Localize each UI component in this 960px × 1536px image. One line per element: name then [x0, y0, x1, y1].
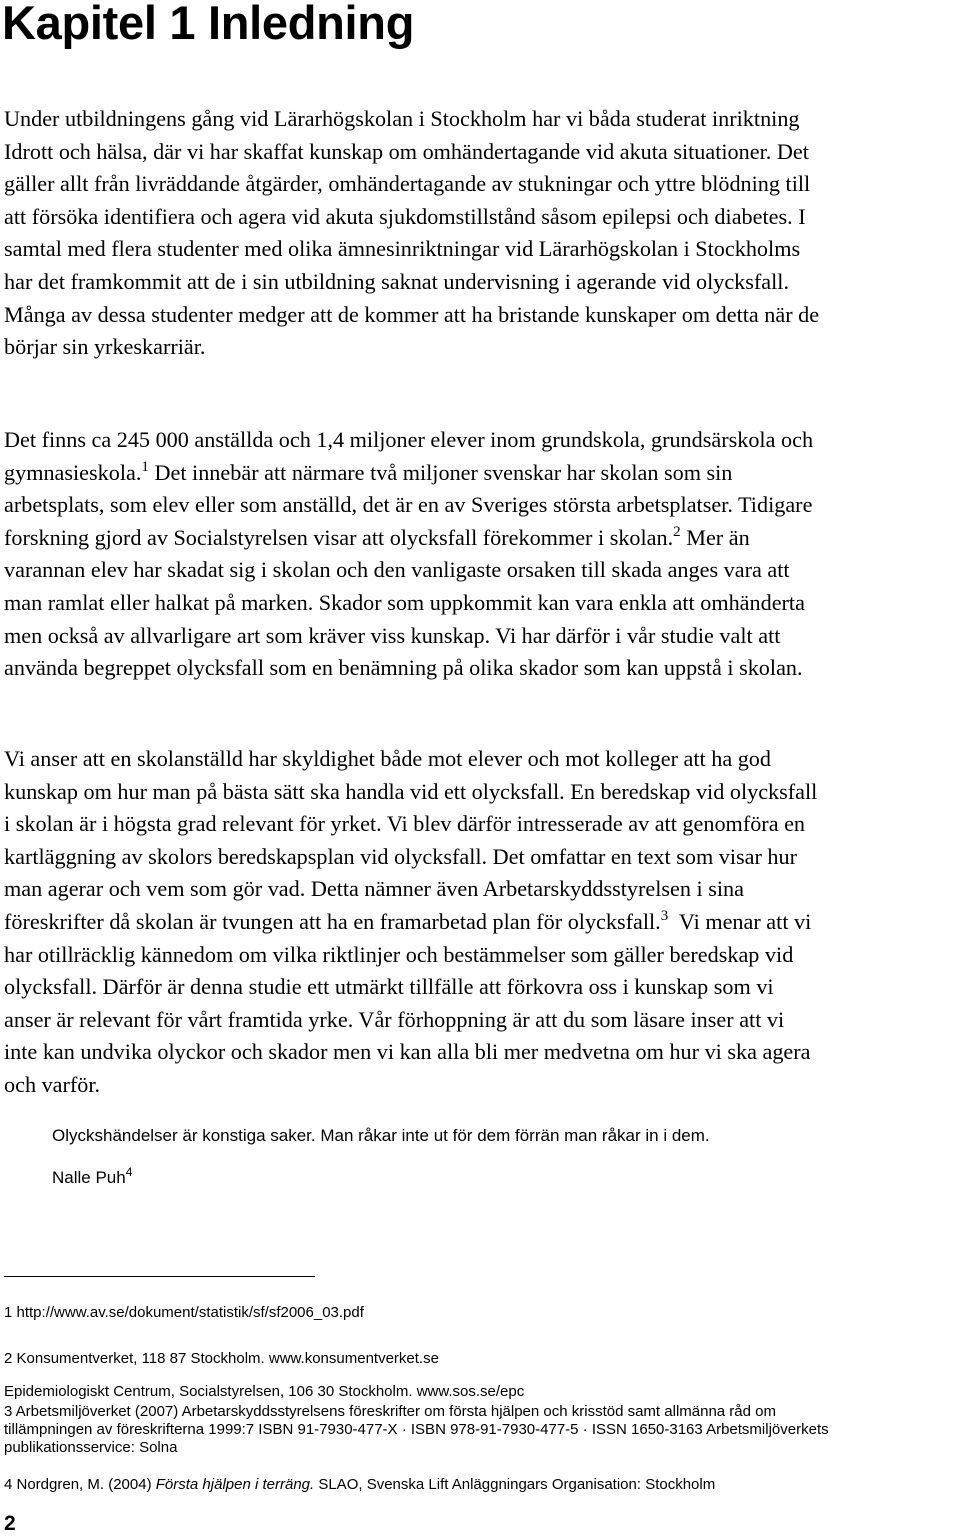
footnote-2-continuation: Epidemiologiskt Centrum, Socialstyrelsen, 106 30 Stockholm. www.sos.se/epc — [4, 1383, 525, 1400]
text-line: har det framkommit att de i sin utbildning saknat undervisning i agerande vid olycksfall. — [4, 268, 790, 294]
text-line: och varför. — [4, 1071, 101, 1097]
text-segment: Mer än — [680, 524, 750, 550]
text-line: kartläggning av skolors beredskapsplan vid olycksfall. Det omfattar en text som visar hur — [4, 843, 798, 869]
text-line: Idrott och hälsa, där vi har skaffat kunskap om omhändertagande vid akuta situationer. Det — [4, 138, 809, 164]
quote-author — [52, 1165, 133, 1188]
footnote-1[interactable]: 1 http://www.av.se/dokument/statistik/sf/sf2006_03.pdf — [4, 1304, 364, 1321]
text-segment: Vi menar att vi — [668, 908, 812, 934]
footnote-line: tillämpningen av föreskrifterna 1999:7 ISBN 91-7930-477-X · ISBN 978-91-7930-477-5 · ISSN 1650-3163 Arbetsmiljöverkets — [4, 1421, 829, 1438]
text-line: gäller allt från livräddande åtgärder, omhändertagande av stukningar och yttre blödning till — [4, 171, 811, 197]
text-line: Det finns ca 245 000 anställda och 1,4 miljoner elever inom grundskola, grundsärskola och — [4, 427, 814, 452]
paragraph-1 — [4, 103, 960, 364]
text-line: man agerar och vem som gör vad. Detta nämner även Arbetarskyddsstyrelsen i sina — [4, 876, 744, 902]
text-segment: gymnasieskola. — [4, 459, 142, 485]
text-line — [4, 906, 960, 939]
text-line: inte kan undvika olyckor och skador men vi kan alla bli mer medvetna om hur vi ska agera — [4, 1039, 811, 1065]
text-line: i skolan är i högsta grad relevant för yrket. Vi blev därför intresserade av att genomföra en — [4, 811, 806, 837]
text-line: man ramlat eller halkat på marken. Skador som uppkommit kan vara enkla att omhänderta — [4, 589, 805, 615]
quote-author-name: Nalle Puh — [52, 1168, 126, 1187]
text-line: börjar sin yrkeskarriär. — [4, 334, 206, 360]
text-line: samtal med flera studenter med olika ämnesinriktningar vid Lärarhögskolan i Stockholms — [4, 236, 801, 262]
text-line: anser är relevant för vårt framtida yrke. Vår förhoppning är att du som läsare inser att vi — [4, 1006, 785, 1032]
footnote-divider — [4, 1276, 315, 1277]
text-line: varannan elev har skadat sig i skolan och den vanligaste orsaken till skada anges vara att — [4, 557, 790, 583]
text-line — [4, 522, 960, 555]
footnote-ref[interactable]: 3 — [660, 907, 669, 924]
text-line: använda begreppet olycksfall som en benämning på olika skador som kan uppstå i skolan. — [4, 655, 803, 681]
text-line: Många av dessa studenter medger att de kommer att ha bristande kunskaper om detta när de — [4, 301, 820, 327]
footnote-4-author: 4 Nordgren, M. (2004) — [4, 1476, 152, 1493]
text-line: att försöka identifiera och agera vid akuta sjukdomstillstånd såsom epilepsi och diabetes. I — [4, 203, 806, 229]
footnote-ref[interactable]: 4 — [125, 1165, 133, 1179]
text-segment: föreskrifter då skolan är tvungen att ha en framarbetad plan för olycksfall. — [4, 908, 661, 934]
footnote-ref[interactable]: 2 — [673, 523, 681, 540]
paragraph-2 — [4, 424, 960, 685]
chapter-heading: Kapitel 1 Inledning — [2, 0, 415, 49]
text-line: men också av allvarligare art som kräver viss kunskap. Vi har därför i vår studie valt att — [4, 622, 781, 648]
text-segment: Det innebär att närmare två miljoner svenskar har skolan som sin — [148, 459, 733, 485]
paragraph-3 — [4, 743, 960, 1102]
footnote-line: publikationsservice: Solna — [4, 1439, 178, 1456]
footnote-4-title: Första hjälpen i terräng. — [155, 1476, 315, 1493]
text-line: har otillräcklig kännedom om vilka riktlinjer och bestämmelser som gäller beredskap vid — [4, 941, 794, 967]
text-line — [4, 457, 960, 490]
quote-text: Olyckshändelser är konstiga saker. Man råkar inte ut för dem förrän man råkar in i dem. — [52, 1126, 710, 1145]
footnote-4 — [4, 1476, 960, 1494]
text-line: olycksfall. Därför är denna studie ett utmärkt tillfälle att förkovra oss i kunskap som vi — [4, 974, 774, 1000]
text-line: Vi anser att en skolanställd har skyldighet både mot elever och mot kolleger att ha god — [4, 746, 771, 771]
footnote-3 — [4, 1403, 960, 1457]
page-number: 2 — [4, 1512, 16, 1535]
text-line: Under utbildningens gång vid Lärarhögskolan i Stockholm har vi båda studerat inriktning — [4, 106, 800, 131]
text-segment: forskning gjord av Socialstyrelsen visar att olycksfall förekommer i skolan. — [4, 524, 674, 550]
text-line: kunskap om hur man på bästa sätt ska handla vid ett olycksfall. En beredskap vid olycksfall — [4, 778, 818, 804]
footnote-ref[interactable]: 1 — [141, 458, 149, 475]
text-line: arbetsplats, som elev eller som anställd, det är en av Sveriges största arbetsplatser. Tidigare — [4, 492, 813, 518]
footnote-2: 2 Konsumentverket, 118 87 Stockholm. www.konsumentverket.se — [4, 1350, 439, 1367]
footnote-4-publisher: SLAO, Svenska Lift Anläggningars Organisation: Stockholm — [314, 1476, 716, 1493]
footnote-line: 3 Arbetsmiljöverket (2007) Arbetarskyddsstyrelsens föreskrifter om första hjälpen och krisstöd samt allmänna råd om — [4, 1403, 776, 1420]
